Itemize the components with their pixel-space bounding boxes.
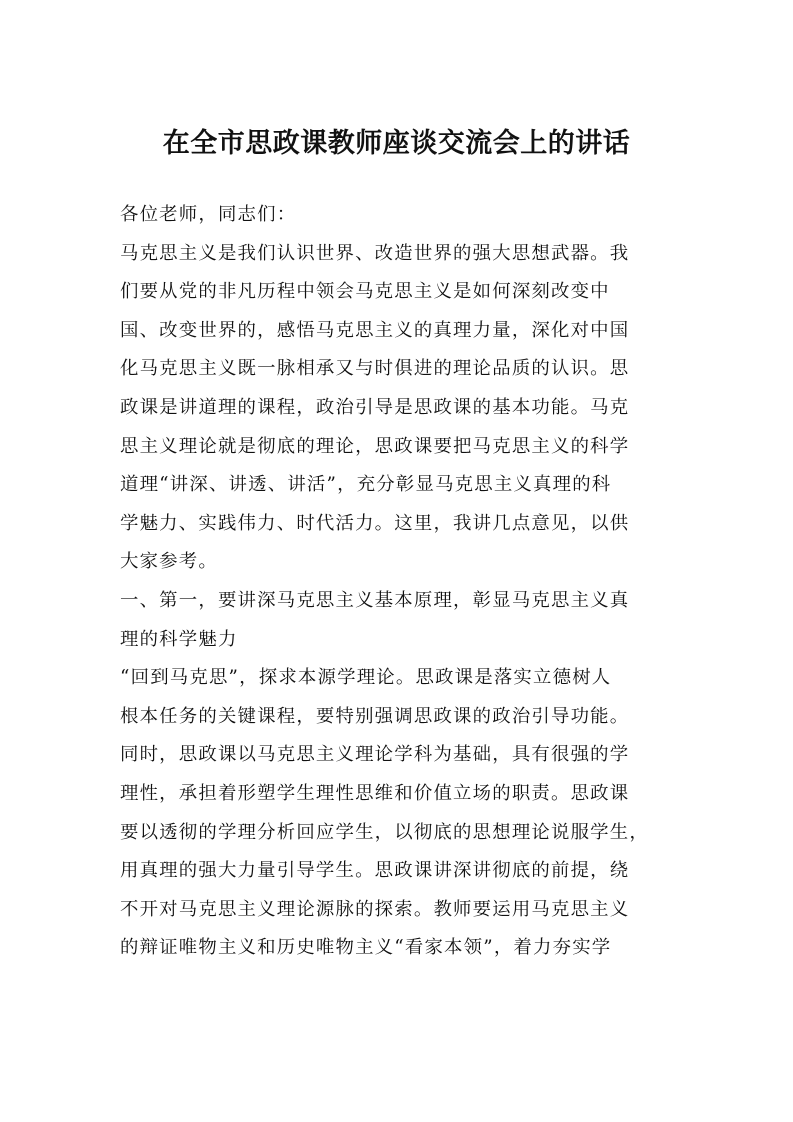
text-line: 根本任务的关键课程，要特别强调思政课的政治引导功能。 [120,705,630,727]
section-heading-line: 理的科学魅力 [120,628,238,650]
text-line: 们要从党的非凡历程中领会马克思主义是如何深刻改变中 [120,281,610,303]
text-line: 要以透彻的学理分析回应学生，以彻底的思想理论说服学生， [120,821,649,843]
text-line: 的辩证唯物主义和历史唯物主义“看家本领”，着力夯实学 [120,937,612,959]
document-body [120,196,676,968]
text-line: 道理“讲深、讲透、讲活”，充分彰显马克思主义真理的科 [120,474,612,496]
text-line: “回到马克思”，探求本源学理论。思政课是落实立德树人 [120,667,612,689]
text-line: 各位老师，同志们： [120,204,297,225]
text-line: 同时，思政课以马克思主义理论学科为基础，具有很强的学 [120,744,630,766]
text-line: 大家参考。 [120,551,218,573]
document-title: 在全市思政课教师座谈交流会上的讲话 [162,128,631,159]
section-heading-line: 一、第一，要讲深马克思主义基本原理，彰显马克思主义真 [120,589,630,611]
text-line: 马克思主义是我们认识世界、改造世界的强大思想武器。我 [120,242,630,264]
text-line: 不开对马克思主义理论源脉的探索。教师要运用马克思主义 [120,898,630,920]
text-line: 理性，承担着形塑学生理性思维和价值立场的职责。思政课 [120,782,630,804]
text-line: 化马克思主义既一脉相承又与时俱进的理论品质的认识。思 [120,358,630,380]
text-line: 学魅力、实践伟力、时代活力。这里，我讲几点意见，以供 [120,512,630,534]
text-line: 国、改变世界的，感悟马克思主义的真理力量，深化对中国 [120,319,630,341]
text-line: 政课是讲道理的课程，政治引导是思政课的基本功能。马克 [120,396,630,418]
text-line: 用真理的强大力量引导学生。思政课讲深讲彻底的前提，绕 [120,860,630,882]
text-line: 思主义理论就是彻底的理论，思政课要把马克思主义的科学 [120,435,630,457]
